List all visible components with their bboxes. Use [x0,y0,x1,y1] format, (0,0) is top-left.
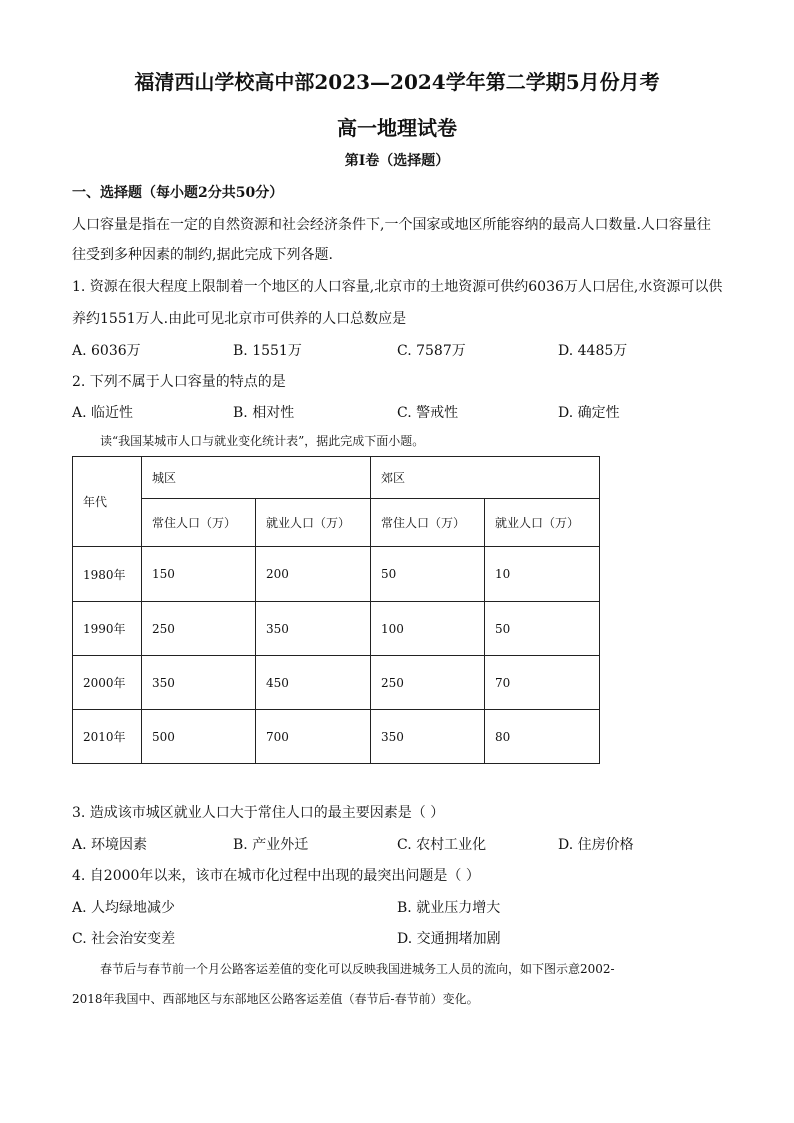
q1-option-a[interactable]: A. 6036万 [72,343,141,359]
q4-option-a[interactable]: A. 人均绿地减少 [72,900,176,916]
table-cell: 10 [485,547,600,602]
table-cell: 200 [256,547,371,602]
passage3-line1: 春节后与春节前一个月公路客运差值的变化可以反映我国进城务工人员的流向，如下图示意2002- [100,962,615,976]
table-year: 1980年 [73,547,142,602]
passage3-line2: 2018年我国中、西部地区与东部地区公路客运差值（春节后-春节前）变化。 [72,992,479,1006]
table-cell: 80 [485,710,600,764]
table-cell: 50 [485,602,600,656]
table-row [73,656,600,710]
table-cell: 700 [256,710,371,764]
table-cell: 150 [142,547,256,602]
table-row [73,602,600,656]
table-cell: 250 [142,602,256,656]
q4-stem: 4. 自2000年以来，该市在城市化过程中出现的最突出问题是（ ） [72,868,480,884]
table-corner: 年代 [73,457,142,547]
table-cell: 70 [485,656,600,710]
q2-option-a[interactable]: A. 临近性 [72,405,134,421]
table-cell: 350 [256,602,371,656]
q4-option-b[interactable]: B. 就业压力增大 [397,900,501,916]
q2-option-b[interactable]: B. 相对性 [233,405,295,421]
q3-stem: 3. 造成该市城区就业人口大于常住人口的最主要因素是（ ） [72,805,445,821]
table-subheader: 常住人口（万） [371,499,485,547]
q3-option-b[interactable]: B. 产业外迁 [233,837,309,853]
table-subheader: 常住人口（万） [142,499,256,547]
passage2: 读“我国某城市人口与就业变化统计表”，据此完成下面小题。 [100,434,425,448]
exam-subtitle: 高一地理试卷 [337,116,457,140]
q3-option-c[interactable]: C. 农村工业化 [397,837,487,853]
q2-option-c[interactable]: C. 警戒性 [397,405,459,421]
population-table [72,456,600,764]
table-cell: 350 [371,710,485,764]
q1-option-b[interactable]: B. 1551万 [233,343,302,359]
q1-option-c[interactable]: C. 7587万 [397,343,466,359]
table-cell: 450 [256,656,371,710]
q1-stem-line2: 养约1551万人.由此可见北京市可供养的人口总数应是 [72,311,407,327]
table-year: 2000年 [73,656,142,710]
table-cell: 100 [371,602,485,656]
table-subheader: 就业人口（万） [256,499,371,547]
table-cell: 500 [142,710,256,764]
q4-option-d[interactable]: D. 交通拥堵加剧 [397,931,501,947]
q2-option-d[interactable]: D. 确定性 [558,405,620,421]
exam-title: 福清西山学校高中部2023—2024学年第二学期5月份月考 [134,70,660,94]
table-row [73,547,600,602]
q2-stem: 2. 下列不属于人口容量的特点的是 [72,374,286,390]
volume-heading: 第I卷（选择题） [344,153,450,169]
table-year: 2010年 [73,710,142,764]
q4-option-c[interactable]: C. 社会治安变差 [72,931,176,947]
table-subheader: 就业人口（万） [485,499,600,547]
table-group-suburban: 郊区 [371,457,600,499]
table-cell: 350 [142,656,256,710]
table-row [73,710,600,764]
table-cell: 250 [371,656,485,710]
table-cell: 50 [371,547,485,602]
table-year: 1990年 [73,602,142,656]
q1-stem-line1: 1. 资源在很大程度上限制着一个地区的人口容量,北京市的土地资源可供约6036万人口居住,水资源可以供 [72,279,723,295]
q3-option-d[interactable]: D. 住房价格 [558,837,634,853]
table-group-urban: 城区 [142,457,371,499]
q3-option-a[interactable]: A. 环境因素 [72,837,148,853]
q1-option-d[interactable]: D. 4485万 [558,343,628,359]
passage1-line1: 人口容量是指在一定的自然资源和社会经济条件下,一个国家或地区所能容纳的最高人口数量.人口容量往 [72,217,711,233]
passage1-line2: 往受到多种因素的制约,据此完成下列各题. [72,247,333,263]
section-heading: 一、选择题（每小题2分共50分） [72,185,284,201]
